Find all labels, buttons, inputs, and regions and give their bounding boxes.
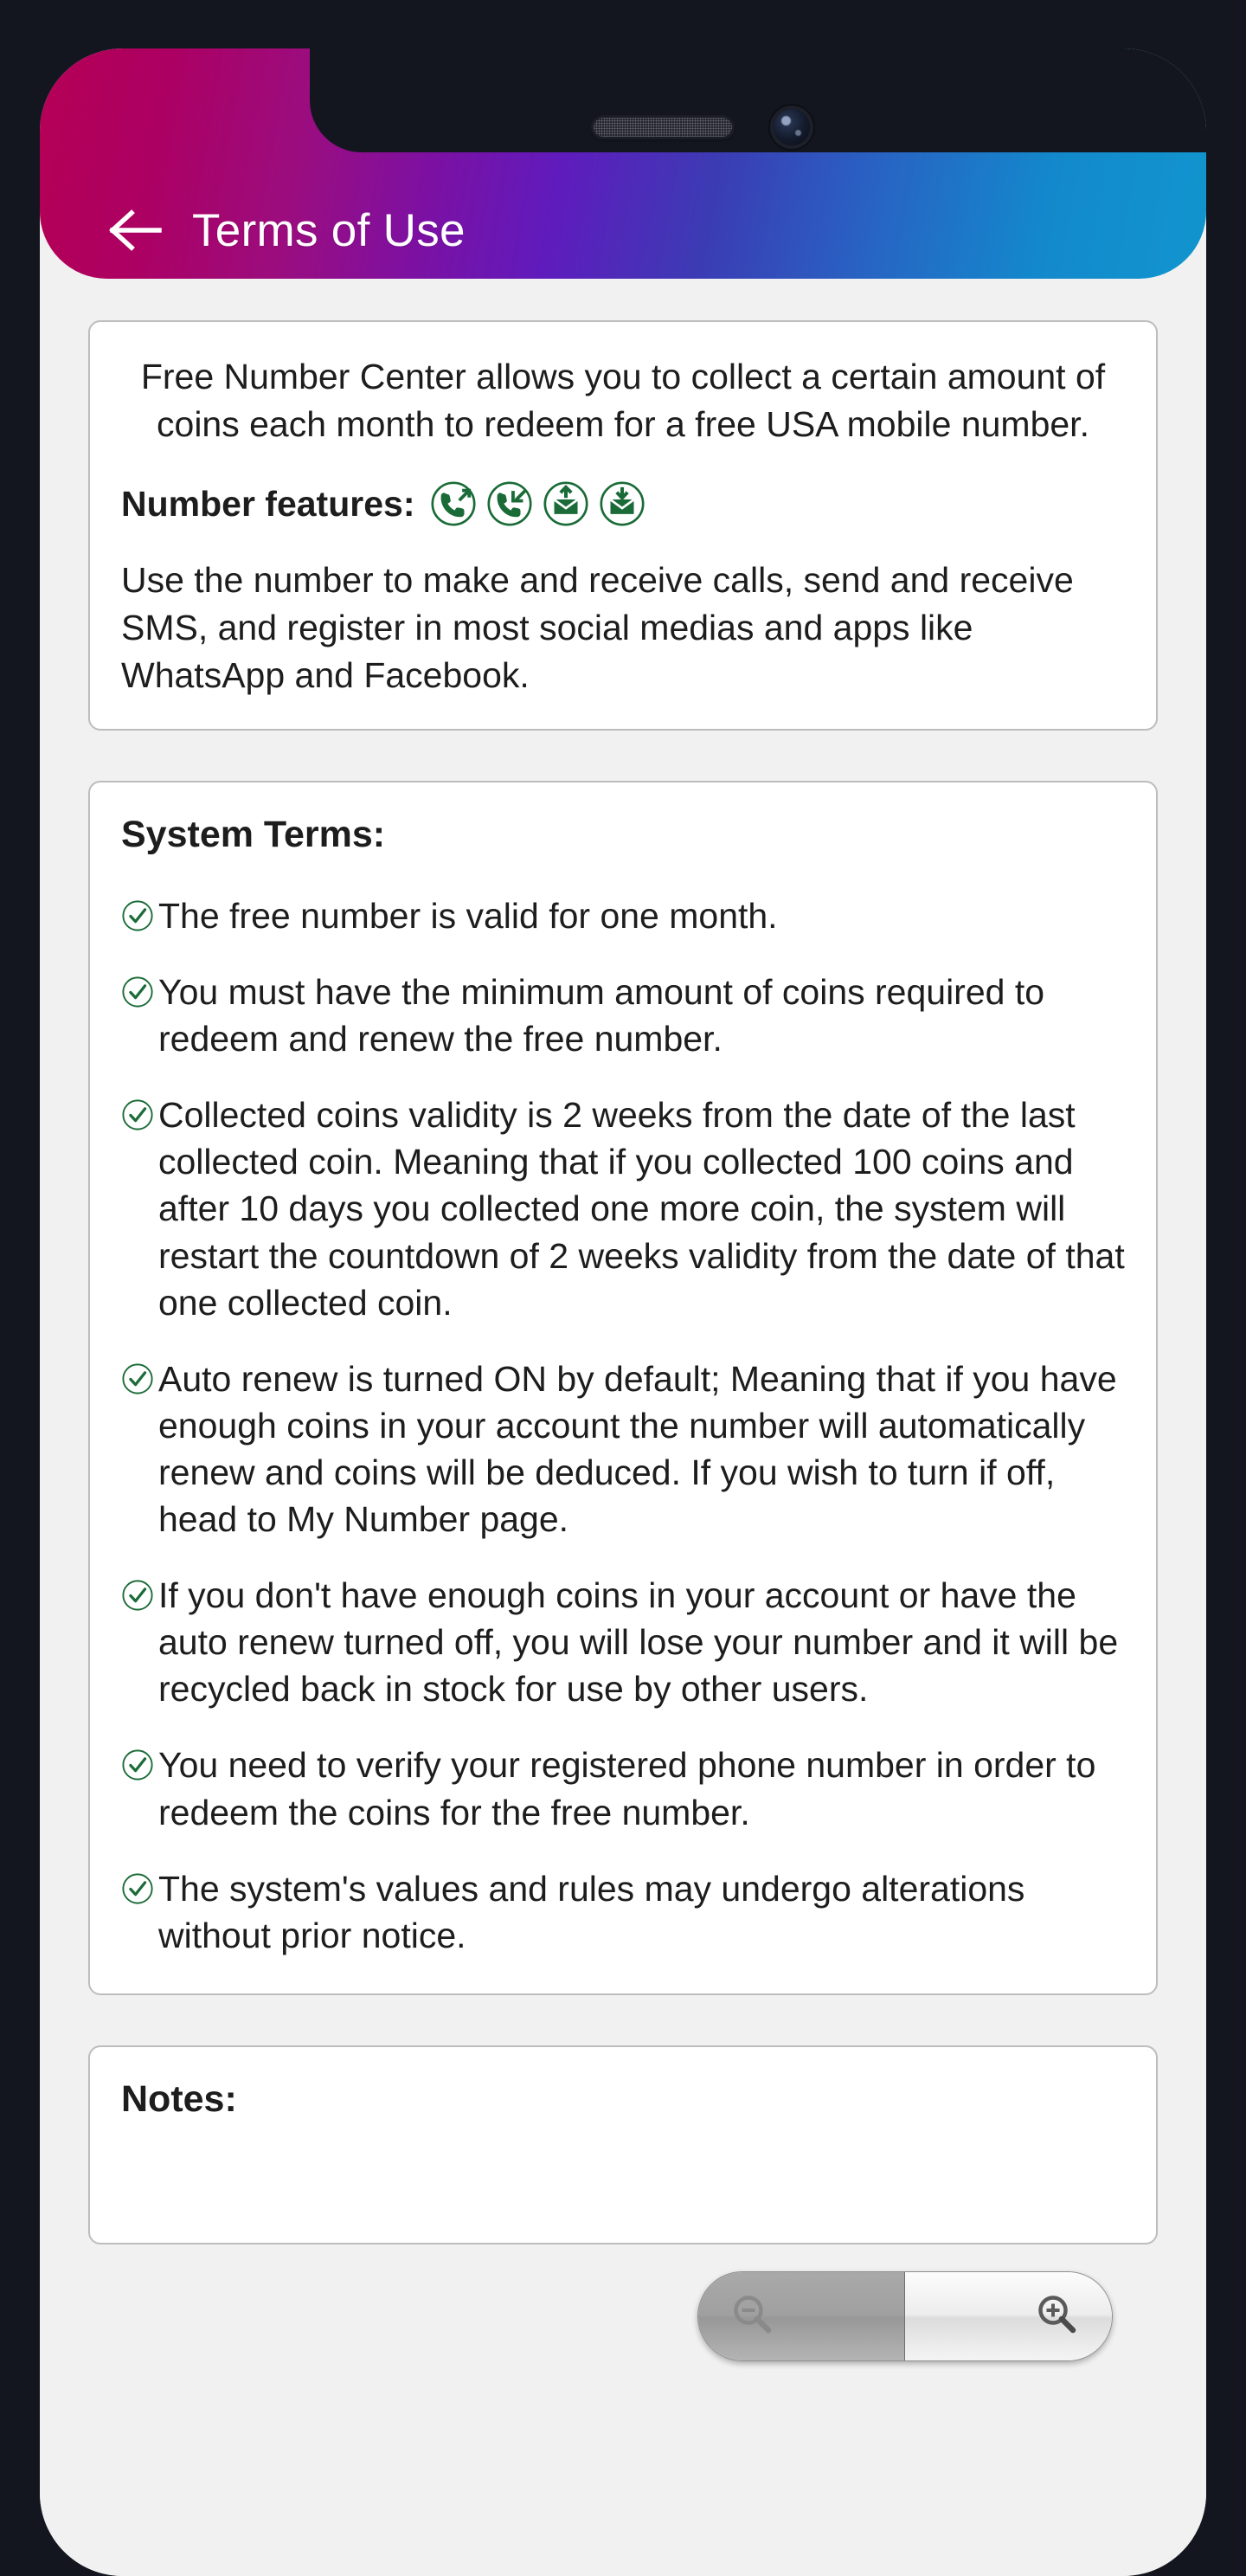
term-item (121, 1092, 1125, 1326)
term-text: The system's values and rules may undergo alterations without prior notice. (158, 1868, 1025, 1955)
phone-device-frame (40, 48, 1206, 2576)
term-text: If you don't have enough coins in your account or have the auto renew turned off, you will lose your number and it will be recycled back in stock for use by other users. (158, 1575, 1119, 1710)
page-title: Terms of Use (192, 204, 466, 256)
term-text: Auto renew is turned ON by default; Meaning that if you have enough coins in your account the number will automatically renew and coins will be deduced. If you wish to turn if off, head to My Number page. (158, 1358, 1117, 1540)
circle-check-icon (121, 1748, 154, 1781)
zoom-in-icon (1032, 2289, 1082, 2344)
circle-check-icon (121, 1579, 154, 1612)
term-item (121, 1572, 1125, 1712)
term-text: The free number is valid for one month. (158, 895, 778, 936)
term-item (121, 969, 1125, 1062)
app-bar (40, 48, 1206, 279)
circle-check-icon (121, 1362, 154, 1395)
term-item (121, 1356, 1125, 1542)
number-features-row (121, 480, 1125, 527)
system-terms-list (121, 892, 1125, 1959)
notes-label: Notes: (121, 2077, 237, 2120)
notes-card (88, 2045, 1158, 2244)
circle-check-icon (121, 1872, 154, 1905)
number-features-label: Number features: (121, 483, 415, 524)
zoom-control[interactable] (697, 2271, 1113, 2361)
send-sms-icon (543, 480, 589, 527)
incoming-call-icon (486, 480, 533, 527)
page-content (40, 279, 1206, 2576)
intro-card (88, 320, 1158, 731)
term-item (121, 892, 1125, 939)
circle-check-icon (121, 1098, 154, 1131)
app-bar-content (40, 187, 1206, 274)
intro-description: Use the number to make and receive calls, send and receive SMS, and register in most social medias and apps like WhatsApp and Facebook. (121, 560, 1074, 695)
front-camera-icon (774, 109, 810, 145)
arrow-left-icon (107, 208, 163, 253)
term-item (121, 1742, 1125, 1835)
speaker-grille-icon (594, 118, 732, 137)
term-text: You must have the minimum amount of coins required to redeem and renew the free number. (158, 971, 1045, 1059)
receive-sms-icon (599, 480, 645, 527)
back-button[interactable] (107, 198, 171, 262)
outgoing-call-icon (430, 480, 477, 527)
phone-screen (40, 48, 1206, 2576)
zoom-out-button[interactable] (698, 2272, 905, 2360)
system-terms-card (88, 781, 1158, 1995)
zoom-out-icon (728, 2289, 778, 2344)
system-terms-title: System Terms: (121, 813, 386, 855)
display-notch (310, 48, 1206, 152)
intro-paragraph: Free Number Center allows you to collect a certain amount of coins each month to redeem for a free USA mobile number. (140, 357, 1106, 444)
zoom-in-button[interactable] (905, 2272, 1112, 2360)
term-item (121, 1865, 1125, 1959)
circle-check-icon (121, 899, 154, 932)
circle-check-icon (121, 976, 154, 1008)
number-features-icons (430, 480, 645, 527)
term-text: Collected coins validity is 2 weeks from the date of the last collected coin. Meaning that if you collected 100 coins and after 10 days you collected one more coin, the system will restart the countdown of 2 weeks validity from the date of that one collected coin. (158, 1095, 1125, 1323)
term-text: You need to verify your registered phone number in order to redeem the coins for the free number. (158, 1745, 1096, 1832)
